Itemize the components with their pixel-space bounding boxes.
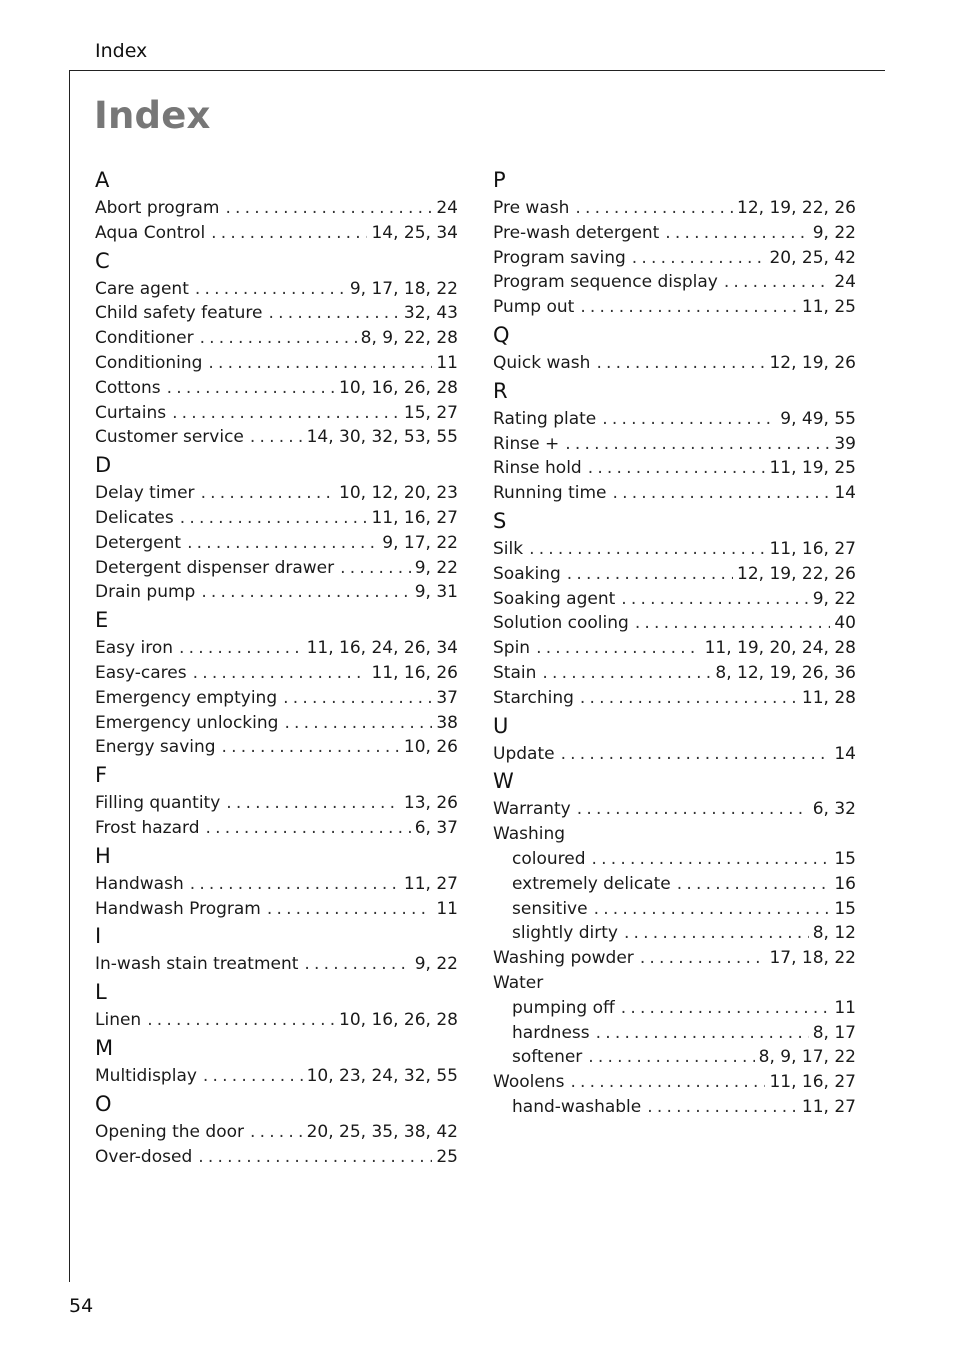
dot-leader <box>665 221 808 246</box>
index-entry <box>493 221 856 246</box>
page-number: 54 <box>69 1295 94 1317</box>
dot-leader <box>198 1145 432 1170</box>
entry-pages: 8, 17 <box>812 1022 856 1043</box>
index-entry <box>95 816 458 841</box>
index-letter-s: S <box>493 508 507 533</box>
index-entry <box>493 611 856 636</box>
index-letter-r: R <box>493 378 508 403</box>
entry-pages: 16 <box>834 873 856 894</box>
entry-pages: 11, 19, 20, 24, 28 <box>704 638 856 659</box>
index-entry <box>493 481 856 506</box>
dot-leader <box>167 376 335 401</box>
index-column-right <box>493 165 856 1120</box>
entry-pages: 9, 22 <box>414 954 458 975</box>
entry-term: Filling quantity <box>95 793 221 814</box>
dot-leader <box>612 481 830 506</box>
index-letter-h: H <box>95 843 111 868</box>
index-entry <box>493 742 856 767</box>
entry-pages: 11, 25 <box>801 297 856 318</box>
entry-term: Easy iron <box>95 638 173 659</box>
dot-leader <box>201 580 410 605</box>
entry-term: Handwash Program <box>95 898 261 919</box>
dot-leader <box>565 432 830 457</box>
index-entry <box>95 735 458 760</box>
entry-pages: 14 <box>834 743 856 764</box>
entry-term: Rinse + <box>493 433 560 454</box>
dot-leader <box>201 481 335 506</box>
dot-leader <box>624 921 809 946</box>
entry-pages: 15 <box>834 848 856 869</box>
index-column-left <box>95 165 458 1169</box>
dot-leader <box>561 742 831 767</box>
entry-pages: 13, 26 <box>403 793 458 814</box>
index-letter-q: Q <box>493 322 510 347</box>
entry-term: Curtains <box>95 402 167 423</box>
dot-leader <box>536 636 701 661</box>
entry-pages: 10, 23, 24, 32, 55 <box>306 1065 458 1086</box>
dot-leader <box>284 711 432 736</box>
index-subentry <box>493 996 856 1021</box>
entry-term: Silk <box>493 538 524 559</box>
entry-pages: 11, 19, 25 <box>769 458 856 479</box>
entry-pages: 9, 22 <box>812 222 856 243</box>
index-entry <box>95 221 458 246</box>
entry-pages: 14, 25, 34 <box>371 222 458 243</box>
page-title: Index <box>94 94 211 137</box>
entry-term: Conditioner <box>95 328 194 349</box>
index-entry <box>95 531 458 556</box>
entry-term: Abort program <box>95 198 220 218</box>
entry-pages: 11, 16, 27 <box>769 538 856 559</box>
entry-term: Stain <box>493 662 537 683</box>
index-entry <box>493 537 856 562</box>
entry-term: Running time <box>493 483 607 504</box>
index-letter-w: W <box>493 769 514 794</box>
entry-pages: 11, 28 <box>801 687 856 708</box>
index-entry <box>95 1008 458 1033</box>
entry-term: slightly dirty <box>512 923 618 944</box>
index-entry <box>493 636 856 661</box>
entry-term: Detergent <box>95 532 182 553</box>
dot-leader <box>596 1021 809 1046</box>
entry-term: coloured <box>512 848 586 869</box>
running-header: Index <box>95 40 148 62</box>
entry-term: Delicates <box>95 507 174 528</box>
entry-term: Rating plate <box>493 408 597 429</box>
entry-term: Soaking <box>493 563 561 584</box>
entry-pages: 24 <box>436 198 458 218</box>
entry-pages: 14, 30, 32, 53, 55 <box>306 427 458 448</box>
index-entry <box>95 376 458 401</box>
entry-pages: 38 <box>436 712 458 733</box>
entry-pages: 8, 12 <box>812 923 856 944</box>
header-rule <box>69 70 885 71</box>
entry-pages: 9, 22 <box>414 557 458 578</box>
entry-term: Soaking agent <box>493 588 616 609</box>
dot-leader <box>592 847 831 872</box>
entry-pages: 17, 18, 22 <box>769 948 856 969</box>
entry-pages: 10, 12, 20, 23 <box>339 483 458 504</box>
entry-term: softener <box>512 1047 583 1068</box>
entry-term: Cottons <box>95 377 161 398</box>
index-entry <box>95 326 458 351</box>
index-entry <box>95 301 458 326</box>
dot-leader <box>340 556 411 581</box>
index-entry <box>493 295 856 320</box>
entry-pages: 12, 19, 26 <box>769 352 856 373</box>
index-letter-a: A <box>95 168 110 192</box>
dot-leader <box>632 246 766 271</box>
entry-pages: 11, 27 <box>801 1096 856 1117</box>
dot-leader <box>621 587 808 612</box>
entry-term: Delay timer <box>95 483 195 504</box>
index-entry <box>95 506 458 531</box>
index-letter-c: C <box>95 248 110 273</box>
index-entry <box>95 196 458 221</box>
index-entry <box>493 432 856 457</box>
entry-term: Care agent <box>95 278 189 299</box>
entry-term: Washing powder <box>493 948 634 969</box>
entry-pages: 11, 16, 26 <box>371 662 458 683</box>
entry-pages: 24 <box>834 272 856 293</box>
entry-term: Program saving <box>493 247 626 268</box>
dot-leader <box>211 221 367 246</box>
dot-leader <box>570 1070 765 1095</box>
dot-leader <box>588 1045 754 1070</box>
index-entry <box>493 456 856 481</box>
index-entry <box>493 196 856 221</box>
entry-pages: 12, 19, 22, 26 <box>737 198 856 218</box>
index-entry <box>95 580 458 605</box>
entry-term: Rinse hold <box>493 458 582 479</box>
entry-term: Frost hazard <box>95 817 200 838</box>
dot-leader <box>200 326 357 351</box>
entry-pages: 40 <box>834 613 856 634</box>
index-entry <box>95 556 458 581</box>
dot-leader <box>226 791 400 816</box>
index-entry <box>95 351 458 376</box>
index-letter-i: I <box>95 924 102 949</box>
index-entry <box>95 952 458 977</box>
margin-rule <box>69 70 70 1282</box>
dot-leader <box>180 506 368 531</box>
index-entry <box>493 946 856 971</box>
index-letter-o: O <box>95 1091 112 1116</box>
dot-leader <box>179 636 303 661</box>
index-letter-f: F <box>95 763 108 788</box>
entry-pages: 9, 17, 22 <box>382 532 458 553</box>
index-entry <box>493 822 856 847</box>
dot-leader <box>596 351 765 376</box>
dot-leader <box>647 1095 798 1120</box>
entry-pages: 20, 25, 35, 38, 42 <box>306 1121 458 1142</box>
dot-leader <box>250 1120 303 1145</box>
index-entry <box>493 661 856 686</box>
entry-term: Easy-cares <box>95 662 187 683</box>
dot-leader <box>580 295 798 320</box>
entry-term: extremely delicate <box>512 873 671 894</box>
dot-leader <box>304 952 410 977</box>
dot-leader <box>190 872 400 897</box>
entry-pages: 10, 26 <box>403 737 458 758</box>
entry-pages: 12, 19, 22, 26 <box>737 563 856 584</box>
index-subentry <box>493 1021 856 1046</box>
entry-pages: 10, 16, 26, 28 <box>339 377 458 398</box>
index-entry <box>95 1145 458 1170</box>
index-entry <box>95 686 458 711</box>
index-entry <box>95 425 458 450</box>
dot-leader <box>269 301 400 326</box>
index-entry <box>493 562 856 587</box>
index-entry <box>95 277 458 302</box>
entry-term: Conditioning <box>95 352 203 373</box>
dot-leader <box>203 1064 303 1089</box>
entry-term: Emergency emptying <box>95 687 278 708</box>
entry-pages: 8, 9, 22, 28 <box>360 328 458 349</box>
index-subentry <box>493 921 856 946</box>
index-letter-u: U <box>493 713 509 738</box>
entry-term: hand-washable <box>512 1096 642 1117</box>
dot-leader <box>222 735 400 760</box>
index-subentry <box>493 847 856 872</box>
entry-pages: 9, 31 <box>414 582 458 603</box>
entry-pages: 6, 32 <box>812 799 856 820</box>
entry-term: Pre wash <box>493 198 570 218</box>
entry-pages: 8, 12, 19, 26, 36 <box>715 662 856 683</box>
entry-term: Quick wash <box>493 352 591 373</box>
entry-pages: 11 <box>436 898 458 919</box>
entry-term: sensitive <box>512 898 588 919</box>
entry-pages: 10, 16, 26, 28 <box>339 1010 458 1031</box>
index-entry <box>95 791 458 816</box>
index-letter-m: M <box>95 1035 114 1060</box>
entry-term: Energy saving <box>95 737 216 758</box>
index-entry <box>95 1120 458 1145</box>
entry-term: Detergent dispenser drawer <box>95 557 335 578</box>
dot-leader <box>621 996 831 1021</box>
dot-leader <box>594 897 831 922</box>
entry-term: Opening the door <box>95 1121 244 1142</box>
entry-term: Child safety feature <box>95 303 263 324</box>
entry-term: Drain pump <box>95 582 196 603</box>
entry-pages: 15, 27 <box>403 402 458 423</box>
entry-term: Multidisplay <box>95 1065 197 1086</box>
dot-leader <box>195 277 346 302</box>
entry-pages: 39 <box>834 433 856 454</box>
dot-leader <box>640 946 766 971</box>
entry-pages: 14 <box>834 483 856 504</box>
entry-term: Customer service <box>95 427 244 448</box>
index-entry <box>493 407 856 432</box>
dot-leader <box>677 872 831 897</box>
index-entry <box>95 897 458 922</box>
entry-term: In-wash stain treatment <box>95 954 299 975</box>
dot-leader <box>147 1008 335 1033</box>
entry-term: Spin <box>493 638 531 659</box>
entry-pages: 32, 43 <box>403 303 458 324</box>
entry-term: Pump out <box>493 297 575 318</box>
dot-leader <box>529 537 765 562</box>
dot-leader <box>187 531 378 556</box>
index-entry <box>493 270 856 295</box>
entry-term: Pre-wash detergent <box>493 222 660 243</box>
index-subentry <box>493 872 856 897</box>
index-letter-l: L <box>95 980 107 1005</box>
index-entry <box>95 661 458 686</box>
index-letter-p: P <box>493 168 506 192</box>
entry-term: Linen <box>95 1010 142 1031</box>
index-entry <box>493 587 856 612</box>
entry-pages: 11, 27 <box>403 873 458 894</box>
dot-leader <box>172 401 400 426</box>
entry-pages: 9, 49, 55 <box>780 408 856 429</box>
dot-leader <box>602 407 776 432</box>
index-entry <box>95 636 458 661</box>
dot-leader <box>577 797 809 822</box>
index-entry <box>493 1070 856 1095</box>
index-entry <box>95 481 458 506</box>
entry-pages: 15 <box>834 898 856 919</box>
index-entry <box>493 797 856 822</box>
index-entry <box>95 401 458 426</box>
dot-leader <box>225 196 432 221</box>
dot-leader <box>635 611 831 636</box>
index-entry <box>493 246 856 271</box>
index-subentry <box>493 897 856 922</box>
entry-pages: 25 <box>436 1146 458 1167</box>
entry-term: pumping off <box>512 997 615 1018</box>
entry-term: Aqua Control <box>95 222 206 243</box>
entry-term: Woolens <box>493 1072 565 1093</box>
index-subentry <box>493 1045 856 1070</box>
entry-pages: 6, 37 <box>414 817 458 838</box>
entry-term: Emergency unlocking <box>95 712 279 733</box>
entry-pages: 9, 22 <box>812 588 856 609</box>
entry-term: Over-dosed <box>95 1146 193 1167</box>
entry-pages: 11, 16, 27 <box>371 507 458 528</box>
index-letter-e: E <box>95 608 109 633</box>
index-entry <box>493 351 856 376</box>
entry-term: hardness <box>512 1022 590 1043</box>
dot-leader <box>267 897 433 922</box>
dot-leader <box>283 686 432 711</box>
index-subentry <box>493 1095 856 1120</box>
dot-leader <box>580 686 798 711</box>
entry-pages: 9, 17, 18, 22 <box>349 278 458 299</box>
dot-leader <box>542 661 711 686</box>
dot-leader <box>193 661 368 686</box>
entry-pages: 11, 16, 27 <box>769 1072 856 1093</box>
entry-term: Water <box>493 972 544 993</box>
entry-pages: 8, 9, 17, 22 <box>758 1047 856 1068</box>
entry-term: Starching <box>493 687 574 708</box>
entry-term: Solution cooling <box>493 613 629 634</box>
index-letter-d: D <box>95 453 112 478</box>
dot-leader <box>250 425 303 450</box>
dot-leader <box>208 351 432 376</box>
entry-term: Warranty <box>493 799 571 820</box>
entry-pages: 11 <box>436 352 458 373</box>
entry-pages: 20, 25, 42 <box>769 247 856 268</box>
dot-leader <box>206 816 411 841</box>
entry-term: Washing <box>493 824 566 845</box>
dot-leader <box>588 456 766 481</box>
index-entry <box>493 971 856 996</box>
entry-pages: 11 <box>834 997 856 1018</box>
index-entry <box>95 711 458 736</box>
entry-pages: 11, 16, 24, 26, 34 <box>306 638 458 659</box>
entry-term: Handwash <box>95 873 184 894</box>
dot-leader <box>575 196 733 221</box>
entry-pages: 37 <box>436 687 458 708</box>
entry-term: Update <box>493 743 555 764</box>
index-entry <box>95 872 458 897</box>
index-entry <box>493 686 856 711</box>
entry-term: Program sequence display <box>493 272 718 293</box>
dot-leader <box>567 562 733 587</box>
dot-leader <box>724 270 831 295</box>
index-entry <box>95 1064 458 1089</box>
